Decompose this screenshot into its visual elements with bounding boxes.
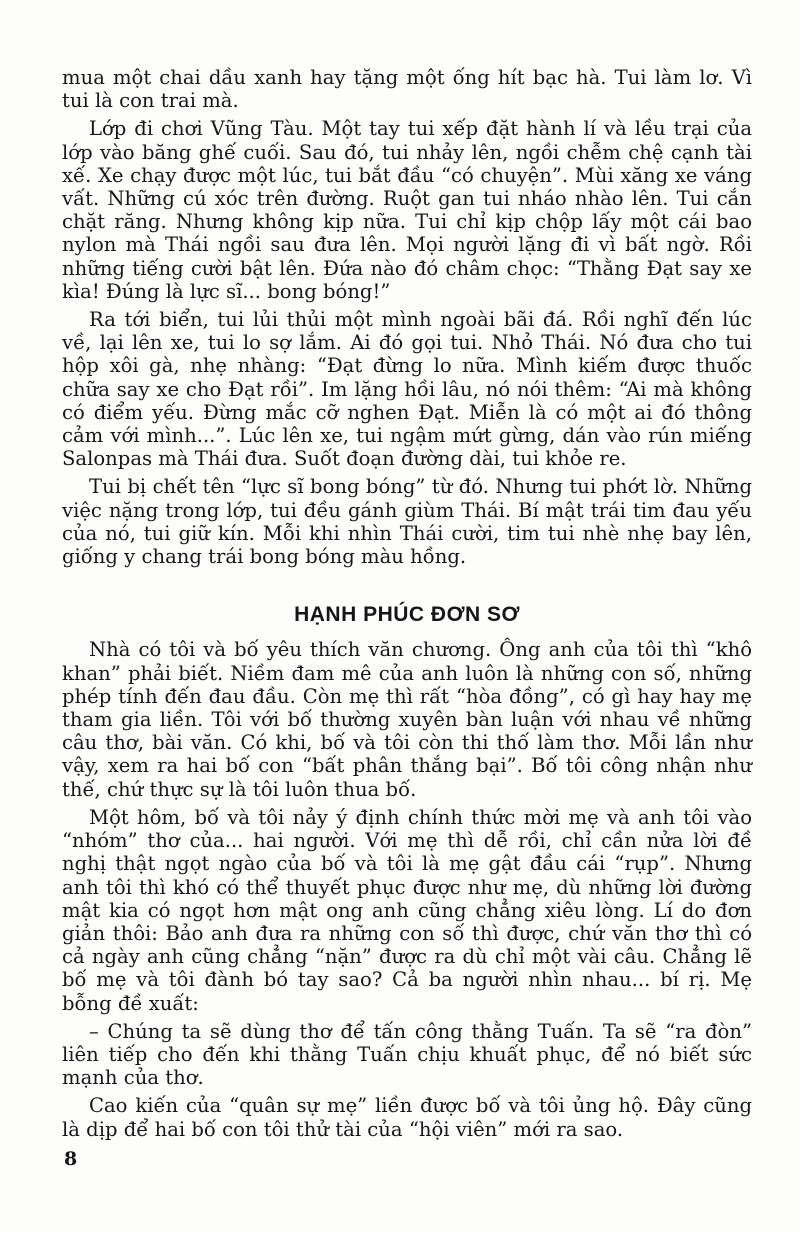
paragraph: Cao kiến của “quân sự mẹ” liền được bố và tôi ủng hộ. Đây cũng là dịp để hai bố con tôi thử tài của “hội viên” mới ra sao.: [62, 1094, 752, 1141]
paragraph: Nhà có tôi và bố yêu thích văn chương. Ông anh của tôi thì “khô khan” phải biết. Niềm đam mê của anh luôn là những con số, những phép tính đến đau đầu. Còn mẹ thì rất “hòa đồng”, có gì hay hay mẹ tham gia liền. Tôi với bố thường xuyên bàn luận với nhau về những câu thơ, bài văn. Có khi, bố và tôi còn thi thố làm thơ. Mỗi lần như vậy, xem ra hai bố con “bất phân thắng bại”. Bố tôi công nhận như thế, chứ thực sự là tôi luôn thua bố.: [62, 638, 752, 801]
paragraph: Một hôm, bố và tôi nảy ý định chính thức mời mẹ và anh tôi vào “nhóm” thơ của... hai người. Với mẹ thì dễ rồi, chỉ cần nửa lời đề nghị thật ngọt ngào của bố và tôi là mẹ gật đầu cái “rụp”. Nhưng anh tôi thì khó có thể thuyết phục được như mẹ, dù những lời đường mật kia có ngọt hơn mật ong anh cũng chẳng xiêu lòng. Lí do đơn giản thôi: Bảo anh đưa ra những con số thì được, chứ văn thơ thì có cả ngày anh cũng chẳng “nặn” được ra dù chỉ một vài câu. Chẳng lẽ bố mẹ và tôi đành bó tay sao? Cả ba người nhìn nhau... bí rị. Mẹ bỗng đề xuất:: [62, 805, 752, 1015]
paragraph: mua một chai dầu xanh hay tặng một ống hít bạc hà. Tui làm lơ. Vì tui là con trai mà.: [62, 66, 752, 113]
paragraph: – Chúng ta sẽ dùng thơ để tấn công thằng Tuấn. Ta sẽ “ra đòn” liên tiếp cho đến khi thằng Tuấn chịu khuất phục, để nó biết sức mạnh của thơ.: [62, 1019, 752, 1090]
page-number: 8: [64, 1148, 78, 1170]
page-body: [62, 66, 752, 1146]
section-heading: HẠNH PHÚC ĐƠN SƠ: [294, 603, 520, 627]
paragraph: Tui bị chết tên “lực sĩ bong bóng” từ đó. Nhưng tui phớt lờ. Những việc nặng trong lớp, tui đều gánh giùm Thái. Bí mật trái tim đau yếu của nó, tui giữ kín. Mỗi khi nhìn Thái cười, tim tui nhè nhẹ bay lên, giống y chang trái bong bóng màu hồng.: [62, 475, 752, 569]
paragraph: Lớp đi chơi Vũng Tàu. Một tay tui xếp đặt hành lí và lều trại của lớp vào băng ghế cuối. Sau đó, tui nhảy lên, ngồi chễm chệ cạnh tài xế. Xe chạy được một lúc, tui bắt đầu “có chuyện”. Mùi xăng xe váng vất. Những cú xóc trên đường. Ruột gan tui nháo nhào lên. Tui cắn chặt răng. Nhưng không kịp nữa. Tui chỉ kịp chộp lấy một cái bao nylon mà Thái ngồi sau đưa lên. Mọi người lặng đi vì bất ngờ. Rồi những tiếng cười bật lên. Đứa nào đó châm chọc: “Thằng Đạt say xe kìa! Đúng là lực sĩ... bong bóng!”: [62, 117, 752, 303]
paragraph: Ra tới biển, tui lủi thủi một mình ngoài bãi đá. Rồi nghĩ đến lúc về, lại lên xe, tui lo sợ lắm. Ai đó gọi tui. Nhỏ Thái. Nó đưa cho tui hộp xôi gà, nhẹ nhàng: “Đạt đừng lo nữa. Mình kiếm được thuốc chữa say xe cho Đạt rồi”. Im lặng hồi lâu, nó nói thêm: “Ai mà không có điểm yếu. Đừng mắc cỡ nghen Đạt. Miễn là có một ai đó thông cảm với mình...”. Lúc lên xe, tui ngậm mứt gừng, dán vào rún miếng Salonpas mà Thái đưa. Suốt đoạn đường dài, tui khỏe re.: [62, 308, 752, 471]
